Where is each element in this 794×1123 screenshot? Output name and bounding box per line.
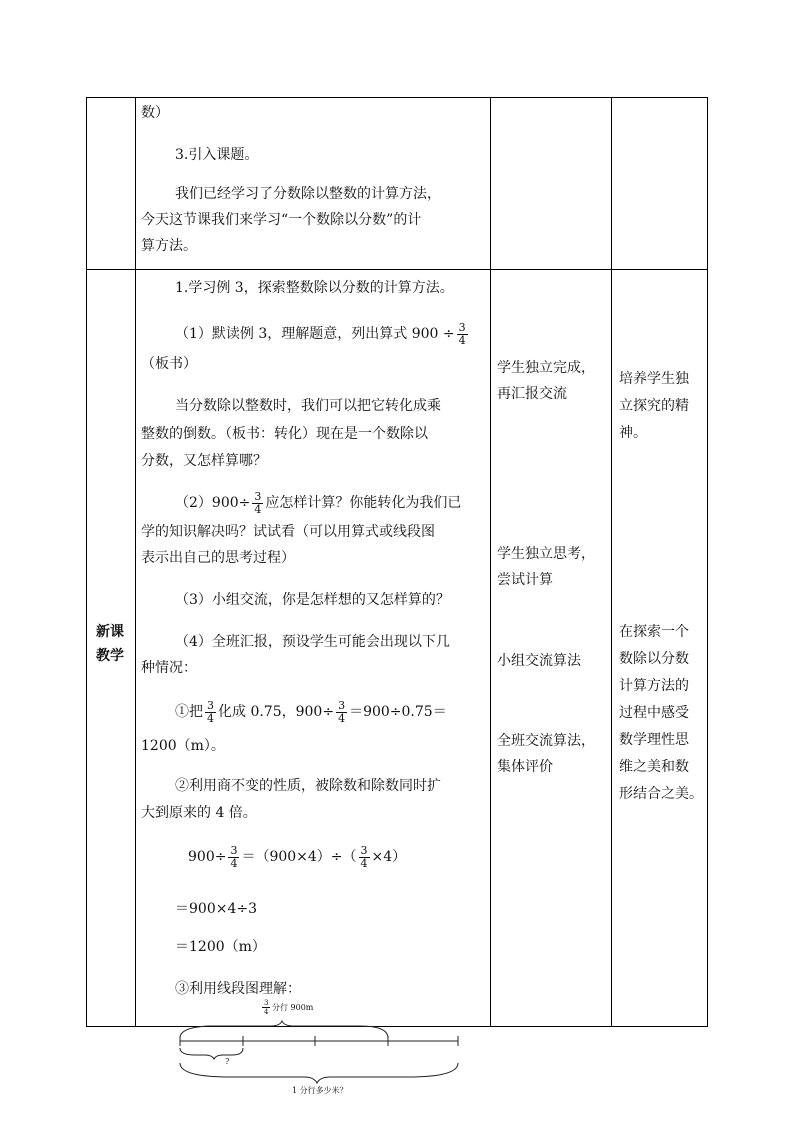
student-activity-4b: 集体评价 (497, 759, 553, 775)
intro-line-2: 今天这节课我们来学习“一个数除以分数”的计 (141, 212, 422, 228)
case3-title: ③利用线段图理解： (175, 981, 301, 997)
intent-b-line-7: 形结合之美。 (619, 786, 703, 802)
table-col-divider-2 (490, 97, 491, 1027)
table-col-divider-3 (611, 97, 612, 1027)
diagram-top-fraction: $\frac{3}{4}$ (264, 999, 269, 1016)
item3-title: 3.引入课题。 (175, 147, 259, 163)
intent-a-line-2: 立探究的精 (619, 398, 689, 414)
table-border-left (86, 97, 87, 1027)
step2-line-3: 表示出自己的思考过程） (141, 550, 295, 566)
student-activity-2b: 尝试计算 (497, 572, 553, 588)
student-activity-1b: 再汇报交流 (497, 386, 567, 402)
para1-line-1: 当分数除以整数时，我们可以把它转化成乘 (175, 398, 441, 414)
intent-b-line-4: 过程中感受 (619, 705, 689, 721)
fraction-three-quarters: $\frac{3}{4}$ (360, 843, 368, 870)
case2-line-2: 大到原来的 4 倍。 (141, 805, 257, 821)
step3-text: （3）小组交流，你是怎样想的又怎样算的？ (175, 592, 450, 608)
intent-b-line-6: 维之美和数 (619, 759, 689, 775)
student-activity-2a: 学生独立思考， (497, 546, 595, 562)
section-label-line2: 教学 (96, 648, 124, 664)
para1-line-2: 整数的倒数。（板书：转化）现在是一个数除以 (141, 426, 428, 442)
content-top-continuation: 数） (141, 105, 169, 121)
intro-line-1: 我们已经学习了分数除以整数的计算方法， (175, 186, 441, 202)
equation-line-3: ＝1200（m） (175, 939, 266, 955)
fraction-three-quarters: $\frac{3}{4}$ (254, 489, 262, 516)
diagram-bottom-label: 1 分行多少米？ (292, 1086, 348, 1095)
step1-line (175, 318, 470, 350)
step4-line-2: 种情况： (141, 660, 197, 676)
equation-line-2: ＝900×4÷3 (175, 901, 257, 917)
case2-line-1: ②利用商不变的性质，被除数和除数同时扩 (175, 778, 441, 794)
student-activity-4a: 全班交流算法， (497, 733, 595, 749)
intro-line-3: 算方法。 (141, 238, 197, 254)
table-col-divider-1 (135, 97, 136, 1027)
table-row-divider (86, 269, 708, 270)
intent-a-line-1: 培养学生独 (619, 371, 689, 387)
intent-b-line-1: 在探索一个 (619, 624, 689, 640)
step4-line-1: （4）全班汇报，预设学生可能会出现以下几 (175, 634, 450, 650)
diagram-question-mark: ? (225, 1057, 230, 1066)
student-activity-3: 小组交流算法 (497, 653, 581, 669)
step1-board-note: （板书） (141, 356, 197, 372)
line-segment-diagram (170, 995, 470, 1105)
table-border-top (86, 97, 708, 98)
step2-line (175, 487, 461, 519)
student-activity-1a: 学生独立完成， (497, 360, 595, 376)
fraction-three-quarters: $\frac{3}{4}$ (338, 698, 346, 725)
step2-text-a: （2）900÷ (175, 495, 251, 511)
intent-b-line-3: 计算方法的 (619, 678, 689, 694)
diagram-top-label: 分行 900m (272, 1003, 314, 1012)
intent-b-line-2: 数除以分数 (619, 651, 689, 667)
step1-text: （1）默读例 3，理解题意，列出算式 900 ÷ (175, 326, 455, 342)
table-border-right (707, 97, 708, 1027)
fraction-three-quarters: $\frac{3}{4}$ (207, 698, 214, 725)
case1-line: ①把 $\frac{3}{4}$ 化成 0.75，900÷ $\frac{3}{4}$ ＝900÷0.75＝ (175, 698, 447, 725)
example-title: 1.学习例 3，探索整数除以分数的计算方法。 (175, 280, 454, 296)
intent-a-line-3: 神。 (619, 425, 647, 441)
case1-line-2: 1200（m）。 (141, 738, 225, 754)
para1-line-3: 分数，又怎样算哪？ (141, 453, 267, 469)
step2-text-b: 应怎样计算？你能转化为我们已 (265, 495, 462, 511)
step2-line-2: 学的知识解决吗？试试看（可以用算式或线段图 (141, 524, 435, 540)
equation-line-1: 900÷ $\frac{3}{4}$ ＝（900×4）÷（ $\frac{3}{4}$ ×4） (188, 843, 407, 870)
fraction-three-quarters: $\frac{3}{4}$ (230, 843, 238, 870)
intent-b-line-5: 数学理性思 (619, 732, 689, 748)
fraction-three-quarters: $\frac{3}{4}$ (458, 320, 466, 347)
section-label-line1: 新课 (96, 624, 124, 640)
